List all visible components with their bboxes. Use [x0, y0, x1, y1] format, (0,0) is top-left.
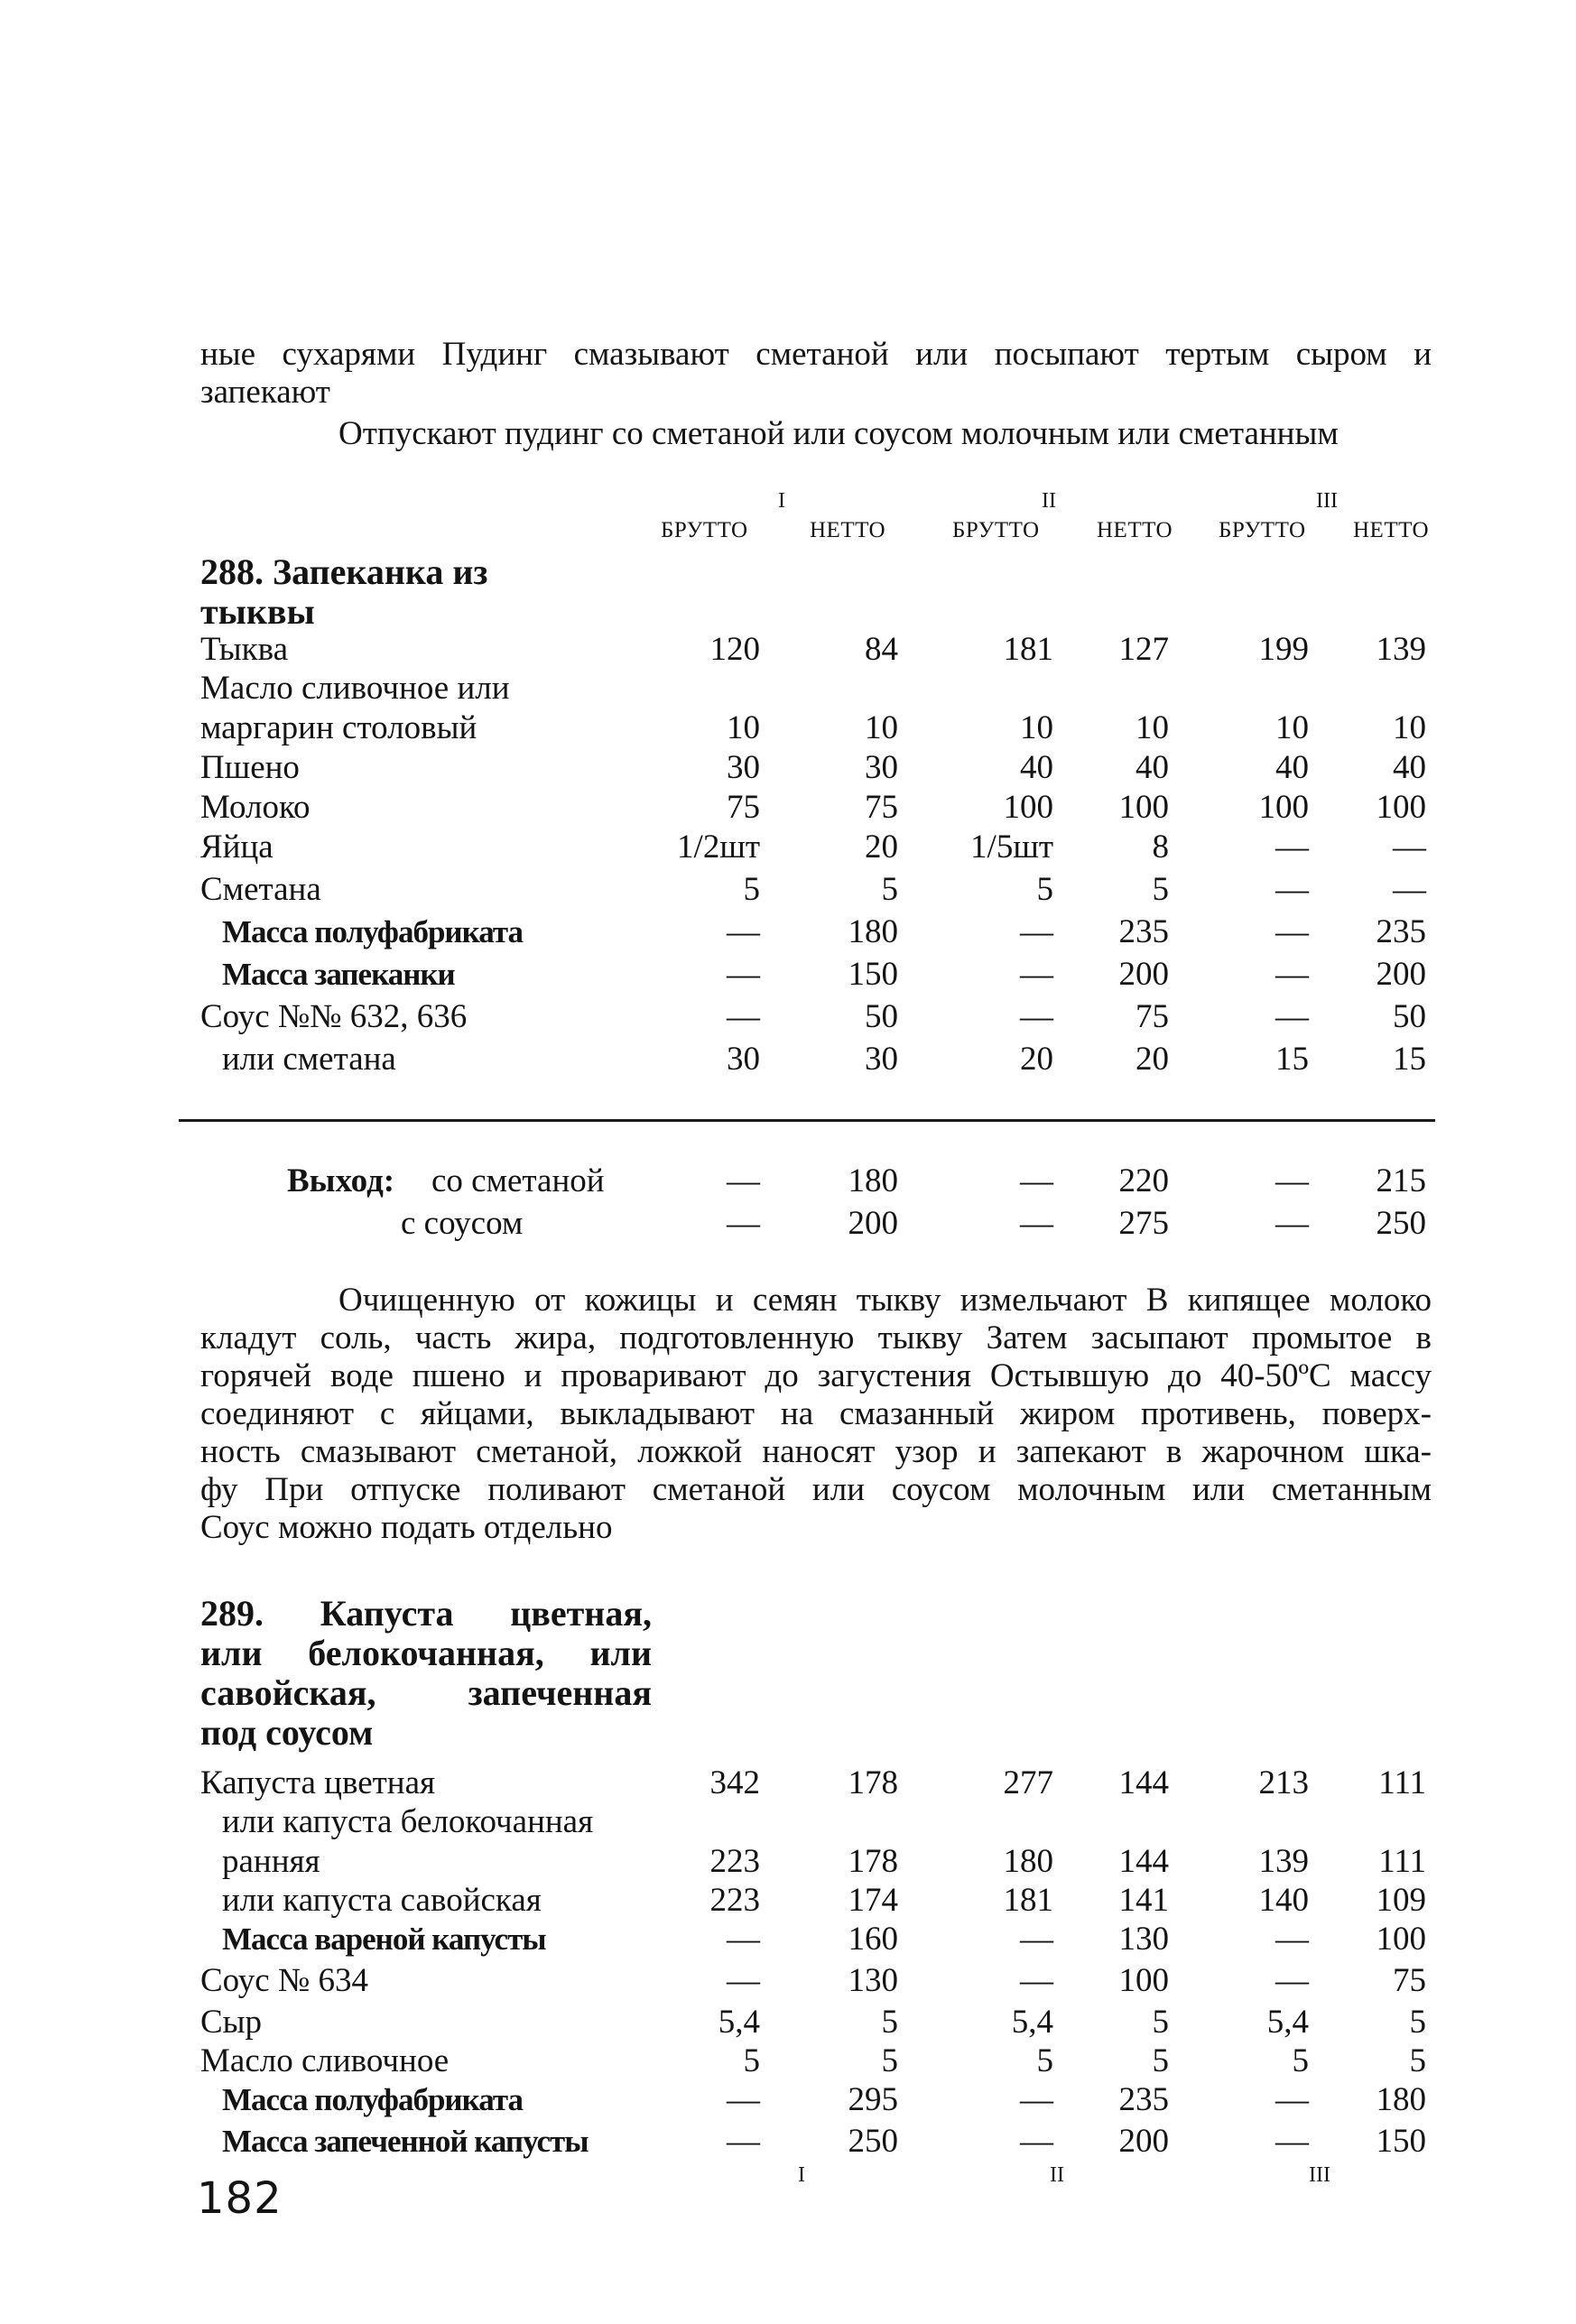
row-value: 84: [865, 631, 898, 668]
recipe-title-line: 289. Капуста цветная,: [200, 1593, 652, 1634]
description-line: Очищенную от кожицы и семян тыкву измельчают В кипящее молоко: [338, 1282, 1432, 1319]
row-value: 100: [1376, 789, 1426, 826]
table-row: [0, 2002, 1576, 2043]
description-line: соединяют с яйцами, выкладывают на смазанный жиром противень, поверх-: [200, 1395, 1432, 1432]
row-value: 5: [1409, 2004, 1426, 2041]
row-value: 5: [881, 871, 898, 908]
table-row: [0, 2121, 1576, 2162]
row-value: 295: [848, 2081, 898, 2118]
row-value: 127: [1118, 631, 1169, 668]
row-value: 178: [848, 1843, 898, 1880]
row-value: 130: [1118, 1921, 1169, 1958]
row-value: 5: [1409, 2042, 1426, 2079]
row-label: Масса запеканки: [222, 957, 455, 992]
serve-line: Отпускают пудинг со сметаной или соусом молочным или сметанным: [338, 415, 1339, 452]
row-value: —: [1020, 2123, 1053, 2160]
row-label: Молоко: [200, 789, 311, 826]
row-value: 15: [1393, 1041, 1426, 1078]
row-value: 5,4: [718, 2004, 760, 2041]
row-value: 50: [865, 998, 898, 1035]
row-value: 111: [1378, 1843, 1426, 1880]
table-row: [0, 912, 1576, 953]
footer-roman-1: I: [798, 2163, 805, 2187]
row-value: —: [1275, 998, 1309, 1035]
row-value: 120: [709, 631, 760, 668]
table-row: [0, 2041, 1576, 2082]
row-value: —: [727, 2081, 760, 2118]
row-value: —: [1275, 871, 1309, 908]
description-line: горячей воде пшено и проваривают до загустения Остывшую до 40-50ºС массу: [200, 1357, 1432, 1394]
row-value: 178: [848, 1764, 898, 1801]
row-value: 5: [743, 2042, 760, 2079]
row-value: —: [727, 1921, 760, 1958]
row-label: или капуста белокочанная: [222, 1803, 594, 1840]
table-row: [0, 629, 1576, 671]
row-value: 180: [848, 913, 898, 950]
row-value: 235: [1376, 913, 1426, 950]
table-row: [0, 954, 1576, 995]
row-value: 40: [1136, 749, 1169, 786]
row-value: 40: [1275, 749, 1309, 786]
row-value: 174: [848, 1882, 898, 1919]
row-value: —: [1020, 1921, 1053, 1958]
row-value: 100: [1118, 789, 1169, 826]
yield-row-label: с соусом: [401, 1205, 524, 1242]
row-value: 5: [1152, 871, 1169, 908]
row-value: 20: [865, 829, 898, 866]
row-value: 180: [1003, 1843, 1053, 1880]
row-value: —: [1275, 1205, 1309, 1242]
row-value: 139: [1258, 1843, 1309, 1880]
recipe-title-line: или белокочанная, или: [200, 1633, 652, 1673]
row-value: 220: [1118, 1162, 1169, 1199]
row-label: Пшено: [200, 749, 300, 786]
row-value: 100: [1118, 1962, 1169, 1999]
row-value: —: [1020, 1205, 1053, 1242]
row-value: 100: [1258, 789, 1309, 826]
row-value: 10: [727, 709, 760, 746]
table-row: [0, 668, 1576, 709]
row-label: Тыква: [200, 631, 288, 668]
row-value: 139: [1376, 631, 1426, 668]
table-row: [0, 708, 1576, 749]
table-row: [0, 787, 1576, 829]
yield-label: Выход:: [287, 1162, 395, 1199]
row-label: Масса запеченной капусты: [222, 2124, 589, 2159]
recipe-title-line: тыквы: [200, 591, 315, 632]
row-value: 130: [848, 1962, 898, 1999]
row-value: 181: [1003, 1882, 1053, 1919]
table-row: [0, 2079, 1576, 2121]
row-value: 5: [1152, 2004, 1169, 2041]
row-label: Масса вареной капусты: [222, 1921, 546, 1957]
row-value: 75: [1136, 998, 1169, 1035]
row-value: 250: [1376, 1205, 1426, 1242]
table-row: [0, 747, 1576, 789]
footer-roman-3: III: [1309, 2163, 1330, 2187]
row-label: Сыр: [200, 2004, 263, 2041]
row-value: 30: [727, 1041, 760, 1078]
row-value: —: [1020, 956, 1053, 993]
row-value: 200: [1118, 2123, 1169, 2160]
row-value: 200: [1118, 956, 1169, 993]
row-value: 40: [1393, 749, 1426, 786]
row-value: —: [1393, 871, 1426, 908]
row-value: 100: [1003, 789, 1053, 826]
row-value: 5: [1292, 2042, 1309, 2079]
intro-paragraph: [200, 336, 1432, 412]
col-header-netto-1: НЕТТО: [810, 518, 886, 542]
row-value: 200: [1376, 956, 1426, 993]
group-roman-3: III: [1316, 489, 1338, 513]
row-value: —: [727, 913, 760, 950]
table-row: [0, 1039, 1576, 1080]
row-value: —: [1275, 829, 1309, 866]
table-row: [0, 869, 1576, 911]
row-value: 75: [865, 789, 898, 826]
row-value: —: [1275, 956, 1309, 993]
table-divider: [179, 1119, 1435, 1122]
row-value: 75: [727, 789, 760, 826]
footer-roman-2: II: [1050, 2163, 1064, 2187]
col-header-netto-3: НЕТТО: [1353, 518, 1430, 542]
row-value: 5: [1036, 2042, 1053, 2079]
row-value: —: [1020, 1962, 1053, 1999]
row-value: —: [1020, 913, 1053, 950]
row-value: 20: [1136, 1041, 1169, 1078]
row-value: 277: [1003, 1764, 1053, 1801]
row-value: 111: [1378, 1764, 1426, 1801]
yield-row: [0, 1203, 1576, 1245]
row-value: 150: [1376, 2123, 1426, 2160]
row-value: 235: [1118, 2081, 1169, 2118]
row-value: 109: [1376, 1882, 1426, 1919]
row-value: 10: [1393, 709, 1426, 746]
row-value: 1/2шт: [677, 829, 760, 866]
table-row: [0, 1960, 1576, 2002]
row-value: —: [727, 1962, 760, 1999]
row-value: 10: [865, 709, 898, 746]
group-roman-1: I: [778, 489, 785, 513]
row-value: 144: [1118, 1843, 1169, 1880]
page-number: 182: [197, 2173, 283, 2224]
row-value: 150: [848, 956, 898, 993]
row-label: Капуста цветная: [200, 1764, 436, 1801]
table-row: [0, 1880, 1576, 1921]
row-value: 1/5шт: [970, 829, 1053, 866]
row-value: 213: [1258, 1764, 1309, 1801]
row-value: —: [1020, 998, 1053, 1035]
description-line: ность смазывают сметаной, ложкой наносят узор и запекают в жарочном шка-: [200, 1433, 1432, 1470]
row-value: —: [1275, 1921, 1309, 1958]
row-value: 30: [727, 749, 760, 786]
row-value: 275: [1118, 1205, 1169, 1242]
row-value: 30: [865, 1041, 898, 1078]
row-value: 144: [1118, 1764, 1169, 1801]
table-row: [0, 1919, 1576, 1960]
row-value: 75: [1393, 1962, 1426, 1999]
description-line: кладут соль, часть жира, подготовленную тыкву Затем засыпают промытое в: [200, 1319, 1432, 1356]
row-value: —: [1020, 2081, 1053, 2118]
row-value: —: [727, 1205, 760, 1242]
table-row: [0, 1763, 1576, 1804]
row-value: —: [727, 1162, 760, 1199]
row-value: 199: [1258, 631, 1309, 668]
recipe-289-title: [200, 1594, 652, 1753]
row-value: 15: [1275, 1041, 1309, 1078]
description-line: Соус можно подать отдельно: [200, 1509, 613, 1546]
row-value: 5: [1036, 871, 1053, 908]
row-value: —: [727, 2123, 760, 2160]
row-value: 180: [848, 1162, 898, 1199]
recipe-title-line: 288. Запеканка из: [200, 551, 488, 592]
row-label: или капуста савойская: [222, 1882, 542, 1919]
recipe-title-line: савойская, запеченная: [200, 1672, 652, 1713]
row-value: 223: [709, 1882, 760, 1919]
row-value: 100: [1376, 1921, 1426, 1958]
row-value: 5: [881, 2042, 898, 2079]
row-value: 5: [881, 2004, 898, 2041]
col-header-brutto-2: БРУТТО: [952, 518, 1040, 542]
description-line: фу При отпуске поливают сметаной или соусом молочным или сметанным: [200, 1471, 1432, 1508]
recipe-title-line: под соусом: [200, 1712, 374, 1753]
row-value: 10: [1275, 709, 1309, 746]
row-value: —: [727, 998, 760, 1035]
row-value: 140: [1258, 1882, 1309, 1919]
row-value: —: [1393, 829, 1426, 866]
intro-line: запекают: [200, 374, 330, 411]
row-value: 30: [865, 749, 898, 786]
row-value: 200: [848, 1205, 898, 1242]
row-label: Масса полуфабриката: [222, 2082, 523, 2117]
row-value: 50: [1393, 998, 1426, 1035]
row-label: Сметана: [200, 871, 321, 908]
yield-row: [0, 1161, 1576, 1202]
recipe-288-description: [200, 1282, 1432, 1547]
row-label: Масса полуфабриката: [222, 914, 523, 949]
row-value: 141: [1118, 1882, 1169, 1919]
row-value: —: [1275, 1962, 1309, 1999]
row-value: 180: [1376, 2081, 1426, 2118]
row-value: 5: [1152, 2042, 1169, 2079]
row-value: 223: [709, 1843, 760, 1880]
table-row: [0, 996, 1576, 1038]
row-value: 5,4: [1266, 2004, 1309, 2041]
recipe-288-title: [200, 552, 487, 632]
row-value: —: [1275, 913, 1309, 950]
row-value: —: [1275, 2081, 1309, 2118]
row-value: 40: [1020, 749, 1053, 786]
row-value: 5,4: [1011, 2004, 1053, 2041]
row-label: Масло сливочное: [200, 2042, 450, 2079]
row-value: —: [1020, 1162, 1053, 1199]
row-value: —: [1275, 1162, 1309, 1199]
row-value: —: [1275, 2123, 1309, 2160]
intro-line: ные сухарями Пудинг смазывают сметаной или посыпают тертым сыром и: [200, 336, 1432, 373]
row-value: 5: [743, 871, 760, 908]
row-label: маргарин столовый: [200, 709, 477, 746]
row-value: —: [727, 956, 760, 993]
row-value: 10: [1020, 709, 1053, 746]
row-label: Масло сливочное или: [200, 670, 510, 707]
row-value: 342: [709, 1764, 760, 1801]
col-header-netto-2: НЕТТО: [1097, 518, 1173, 542]
table-row: [0, 1841, 1576, 1883]
table-row: [0, 827, 1576, 868]
row-label: Соус №№ 632, 636: [200, 998, 468, 1035]
col-header-brutto-1: БРУТТО: [661, 518, 748, 542]
row-value: 235: [1118, 913, 1169, 950]
row-label: Яйца: [200, 829, 273, 866]
row-value: 250: [848, 2123, 898, 2160]
row-label: Соус № 634: [200, 1962, 368, 1999]
table-row: [0, 1801, 1576, 1843]
yield-row-label: со сметаной: [431, 1162, 605, 1199]
row-value: 215: [1376, 1162, 1426, 1199]
row-value: 160: [848, 1921, 898, 1958]
col-header-brutto-3: БРУТТО: [1219, 518, 1306, 542]
row-value: 10: [1136, 709, 1169, 746]
row-label: или сметана: [222, 1041, 396, 1078]
row-value: 8: [1152, 829, 1169, 866]
group-roman-2: II: [1042, 489, 1056, 513]
row-value: 181: [1003, 631, 1053, 668]
row-label: ранняя: [222, 1843, 320, 1880]
row-value: 20: [1020, 1041, 1053, 1078]
